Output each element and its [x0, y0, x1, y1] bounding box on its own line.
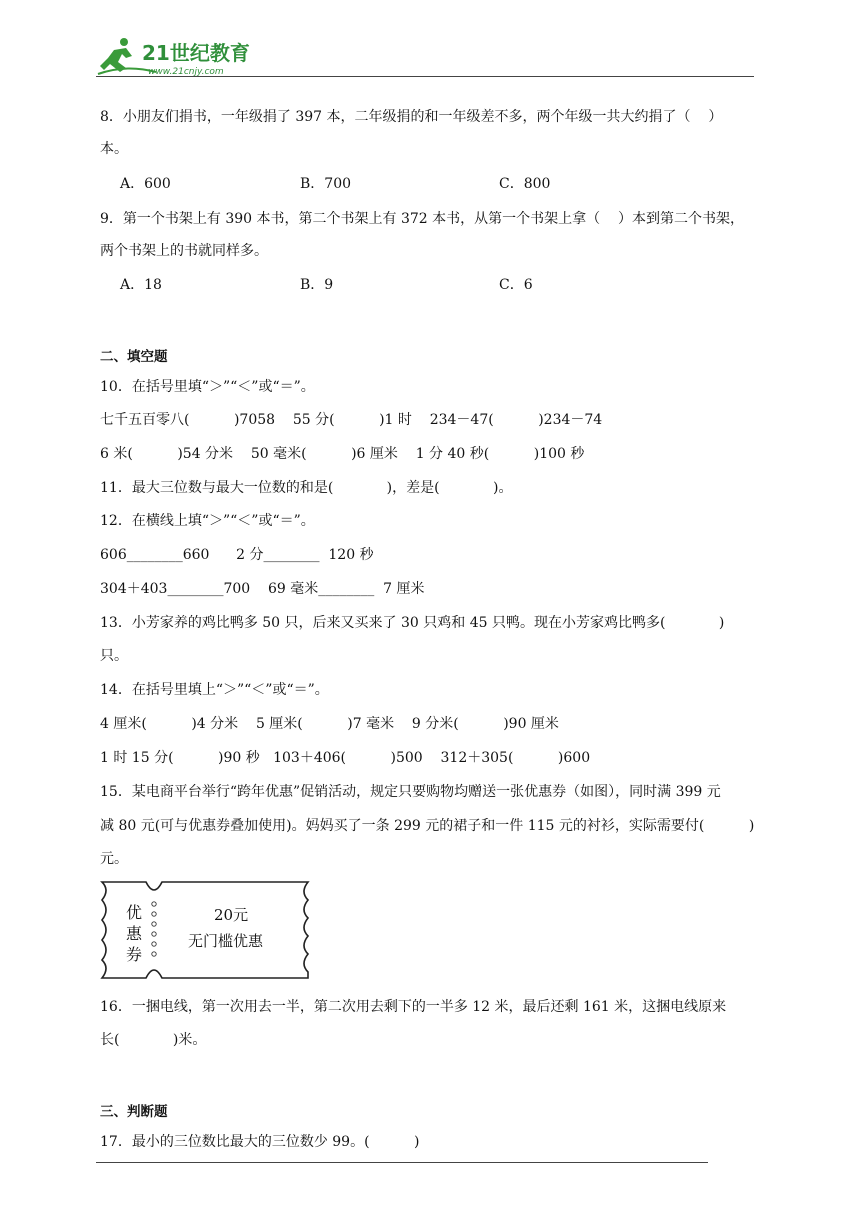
q9-option-a: A．18: [120, 277, 162, 293]
q14-line1: 14．在括号里填上“＞”“＜”或“＝”。: [100, 682, 329, 698]
q8-option-a: A．600: [120, 176, 171, 192]
q8-line1: 8．小朋友们捐书，一年级捐了 397 本，二年级捐的和一年级差不多，两个年级一共大约捐了（ ）: [100, 109, 723, 125]
q14-line3: 1 时 15 分( )90 秒 103＋406( )500 312＋305( )600: [100, 750, 591, 766]
coupon-side-char-1: 优: [126, 903, 143, 922]
q12-line1: 12．在横线上填“＞”“＜”或“＝”。: [100, 513, 315, 529]
q9-option-c: C．6: [499, 277, 533, 293]
q16-line2: 长( )米。: [100, 1032, 207, 1048]
footer-rule: [96, 1162, 708, 1163]
q17-line: 17．最小的三位数比最大的三位数少 99。( ): [100, 1134, 420, 1150]
q13-line1: 13．小芳家养的鸡比鸭多 50 只，后来又买来了 30 只鸡和 45 只鸭。现在小芳家鸡比鸭多( ): [100, 615, 725, 631]
site-logo: [96, 34, 266, 78]
section-heading-judgement: 三、判断题: [100, 1104, 168, 1120]
q13-line2: 只。: [100, 648, 128, 664]
q12-line2: 606________660 2 分________ 120 秒: [100, 547, 374, 563]
q9-option-b: B．9: [300, 277, 334, 293]
q8-line2: 本。: [100, 141, 128, 157]
q10-line1: 10．在括号里填“＞”“＜”或“＝”。: [100, 379, 315, 395]
q15-line1: 15．某电商平台举行“跨年优惠”促销活动，规定只要购物均赠送一张优惠券（如图），同时满 399 元: [100, 784, 721, 800]
coupon-side-char-3: 券: [126, 945, 143, 964]
q9-line2: 两个书架上的书就同样多。: [100, 243, 268, 259]
q8-option-b: B．700: [300, 176, 352, 192]
logo-url-text: www.21cnjy.com: [148, 67, 224, 77]
q16-line1: 16．一捆电线，第一次用去一半，第二次用去剩下的一半多 12 米，最后还剩 161 米，这捆电线原来: [100, 999, 727, 1015]
q11-line: 11．最大三位数与最大一位数的和是( )，差是( )。: [100, 480, 513, 496]
q9-line1: 9．第一个书架上有 390 本书，第二个书架上有 372 本书，从第一个书架上拿（ ）本到第二个书架，: [100, 211, 744, 227]
coupon-figure: [98, 878, 314, 982]
coupon-side-char-2: 惠: [126, 924, 143, 943]
header-rule: [96, 76, 754, 77]
section-heading-fill-blank: 二、填空题: [100, 349, 168, 365]
q15-line2: 减 80 元(可与优惠券叠加使用)。妈妈买了一条 299 元的裙子和一件 115 元的衬衫，实际需要付( ): [100, 818, 755, 834]
q14-line2: 4 厘米( )4 分米 5 厘米( )7 毫米 9 分米( )90 厘米: [100, 716, 559, 732]
logo-brand-text: 21世纪教育: [142, 41, 250, 65]
q10-line3: 6 米( )54 分米 50 毫米( )6 厘米 1 分 40 秒( )100 秒: [100, 446, 585, 462]
q8-option-c: C．800: [499, 176, 551, 192]
coupon-description: 无门槛优惠: [188, 932, 264, 950]
q12-line3: 304＋403________700 69 毫米________ 7 厘米: [100, 581, 425, 597]
q10-line2: 七千五百零八( )7058 55 分( )1 时 234－47( )234－74: [100, 412, 603, 428]
coupon-amount: 20元: [214, 906, 249, 924]
q15-line3: 元。: [100, 851, 128, 867]
